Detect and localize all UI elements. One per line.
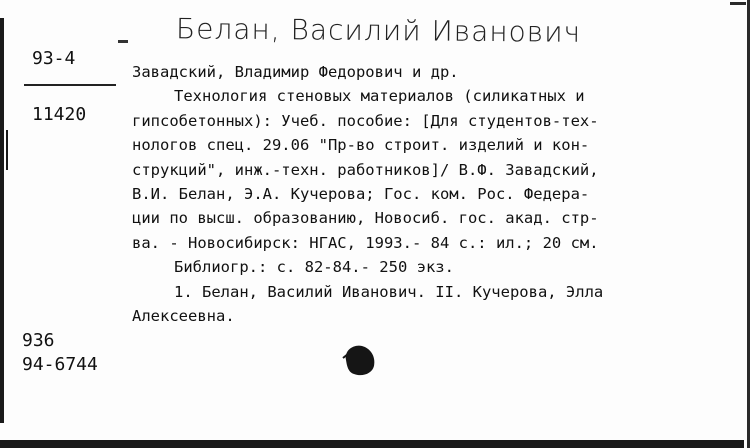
handwritten-heading: Белан, Василий Иванович xyxy=(175,12,582,49)
shelf-code-2: 94-6744 xyxy=(22,354,98,375)
tracing-line: 1. Белан, Василий Иванович. II. Кучерова, Элла xyxy=(174,282,604,301)
entry-body xyxy=(132,60,732,328)
card-left-mark xyxy=(6,130,8,170)
description-line: струкций", инж.-техн. работников]/ В.Ф. Завадский, xyxy=(132,160,599,179)
left-divider xyxy=(24,84,116,86)
handwritten-dash xyxy=(118,40,128,43)
description-line: гипсобетонных): Учеб. пособие: [Для студентов-тех- xyxy=(132,111,599,130)
card-bottom-edge xyxy=(0,440,750,448)
classification-number: 93-4 xyxy=(32,48,76,69)
description-line: В.И. Белан, Э.А. Кучерова; Гос. ком. Рос. Федера- xyxy=(132,185,590,204)
card-corner-mark xyxy=(730,2,746,5)
description-line: ва. - Новосибирск: НГАС, 1993.- 84 с.: ил.; 20 см. xyxy=(132,233,599,252)
entry-heading: Завадский, Владимир Федорович и др. xyxy=(132,63,459,81)
description-line: Технология стеновых материалов (силикатных и xyxy=(174,87,585,106)
accession-number: 11420 xyxy=(32,104,87,125)
card-right-edge xyxy=(744,0,750,448)
ink-blot-mark xyxy=(340,340,378,378)
description-line: ции по высш. образованию, Новосиб. гос. акад. стр- xyxy=(132,209,599,228)
description-line: нологов спец. 29.06 "Пр-во строит. изделий и кон- xyxy=(132,136,590,155)
bibliography-note: Библиогр.: с. 82-84.- 250 экз. xyxy=(174,258,454,277)
card-left-edge xyxy=(0,18,4,423)
shelf-code-1: 936 xyxy=(22,330,55,351)
tracing-line: Алексеевна. xyxy=(132,307,235,326)
